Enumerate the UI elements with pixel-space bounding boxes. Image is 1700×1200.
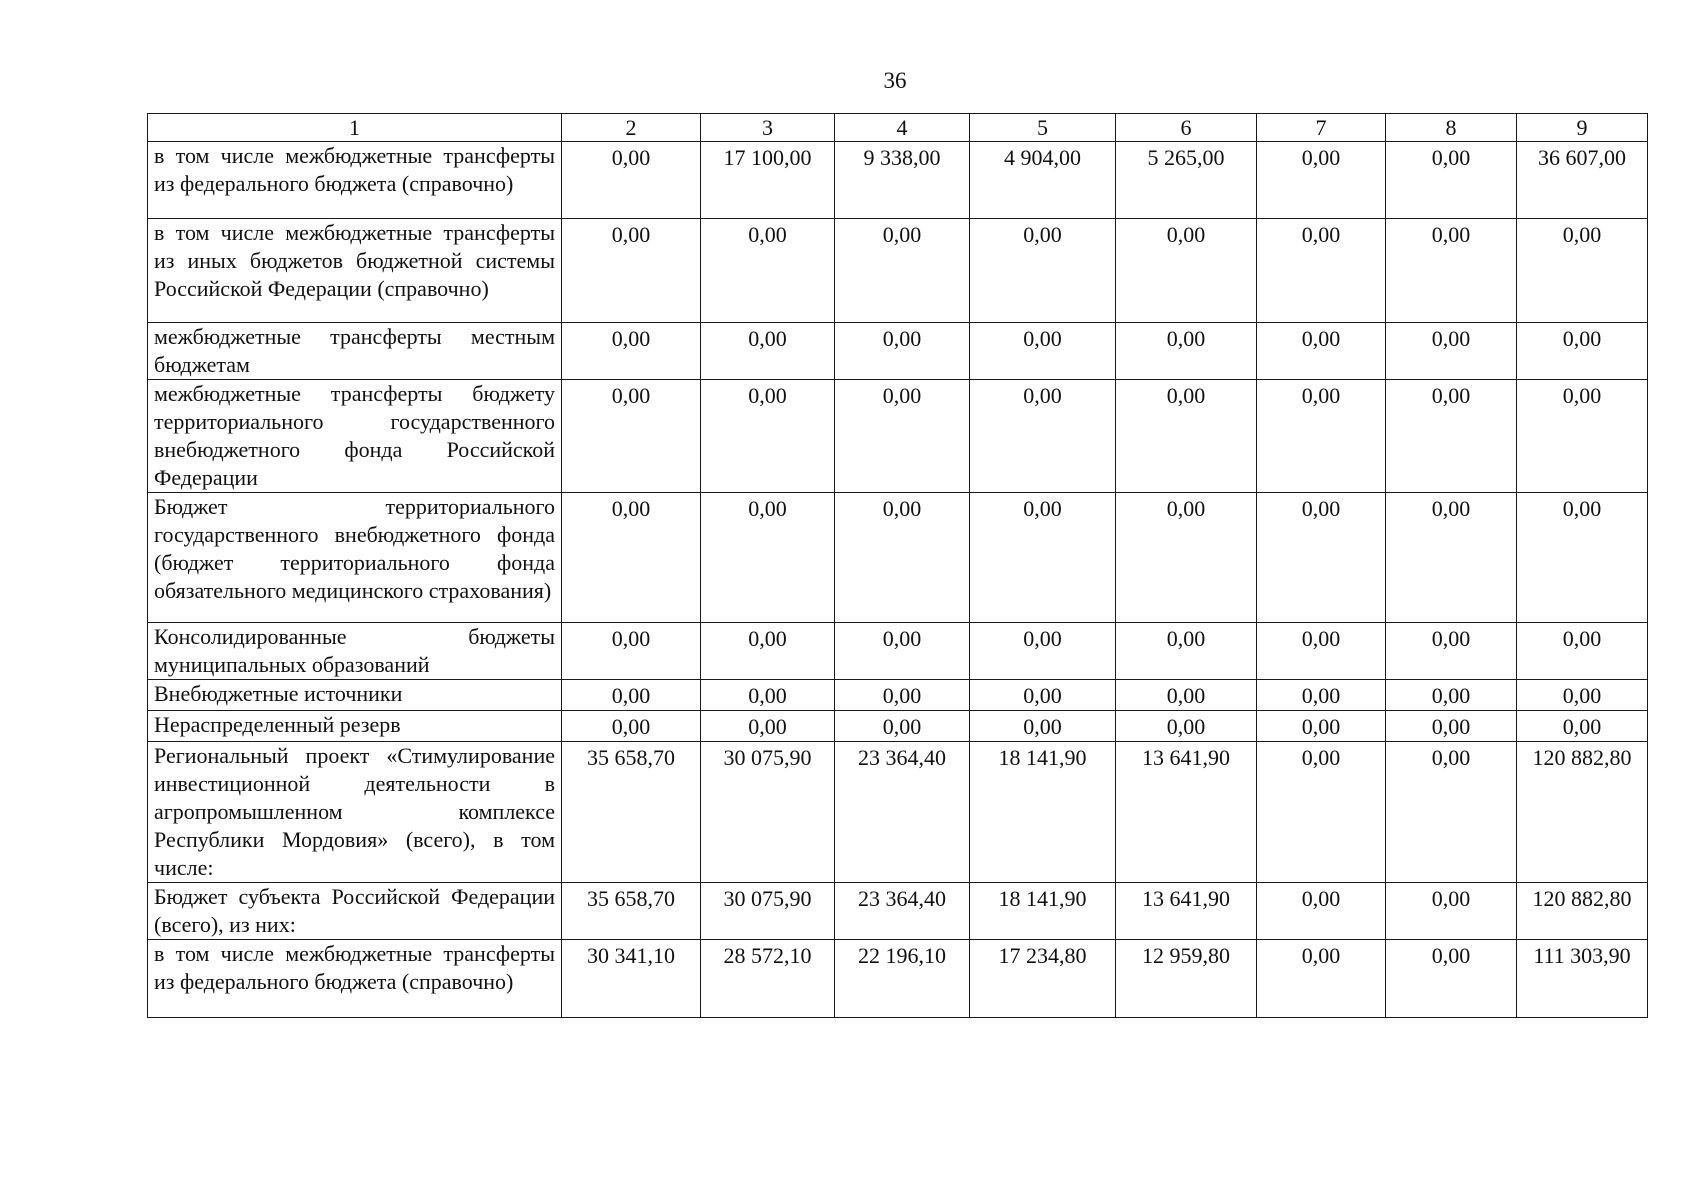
cell-col-3: 28 572,10 (701, 940, 835, 1018)
table-row (148, 680, 1648, 711)
cell-col-8: 0,00 (1386, 711, 1517, 742)
column-header-6: 6 (1116, 114, 1257, 142)
cell-col-2: 0,00 (562, 680, 701, 711)
cell-col-9: 36 607,00 (1517, 142, 1648, 219)
cell-col-9: 120 882,80 (1517, 742, 1648, 883)
column-header-7: 7 (1257, 114, 1386, 142)
cell-col-5: 4 904,00 (970, 142, 1116, 219)
cell-col-4: 0,00 (835, 623, 970, 680)
table-row (148, 323, 1648, 380)
page-number: 36 (883, 68, 907, 93)
cell-col-3: 0,00 (701, 380, 835, 493)
column-header-5: 5 (970, 114, 1116, 142)
cell-col-6: 0,00 (1116, 493, 1257, 623)
table-row (148, 142, 1648, 219)
cell-col-2: 0,00 (562, 323, 701, 380)
cell-col-7: 0,00 (1257, 380, 1386, 493)
row-label: межбюджетные трансферты бюджету территориального государственного внебюджетного фонда Российской Федерации (148, 380, 562, 493)
cell-col-9: 0,00 (1517, 323, 1648, 380)
cell-col-7: 0,00 (1257, 742, 1386, 883)
cell-col-7: 0,00 (1257, 623, 1386, 680)
cell-col-7: 0,00 (1257, 142, 1386, 219)
row-label: Региональный проект «Стимулирование инвестиционной деятельности в агропромышленном комплексе Республики Мордовия» (всего), в том числе: (148, 742, 562, 883)
cell-col-4: 23 364,40 (835, 742, 970, 883)
row-label: в том числе межбюджетные трансферты из федерального бюджета (справочно) (148, 940, 562, 1018)
cell-col-4: 22 196,10 (835, 940, 970, 1018)
cell-col-8: 0,00 (1386, 883, 1517, 940)
cell-col-5: 18 141,90 (970, 742, 1116, 883)
cell-col-5: 18 141,90 (970, 883, 1116, 940)
column-header-1: 1 (148, 114, 562, 142)
cell-col-4: 0,00 (835, 380, 970, 493)
cell-col-6: 0,00 (1116, 219, 1257, 323)
row-label: Внебюджетные источники (148, 680, 562, 711)
cell-col-6: 0,00 (1116, 623, 1257, 680)
row-label: в том числе межбюджетные трансферты из иных бюджетов бюджетной системы Российской Федерации (справочно) (148, 219, 562, 323)
cell-col-8: 0,00 (1386, 380, 1517, 493)
cell-col-8: 0,00 (1386, 219, 1517, 323)
table-row (148, 883, 1648, 940)
cell-col-7: 0,00 (1257, 323, 1386, 380)
row-label: Бюджет субъекта Российской Федерации (всего), из них: (148, 883, 562, 940)
cell-col-7: 0,00 (1257, 883, 1386, 940)
row-label: межбюджетные трансферты местным бюджетам (148, 323, 562, 380)
cell-col-3: 0,00 (701, 711, 835, 742)
cell-col-5: 0,00 (970, 380, 1116, 493)
cell-col-2: 0,00 (562, 623, 701, 680)
cell-col-2: 30 341,10 (562, 940, 701, 1018)
row-label: Нераспределенный резерв (148, 711, 562, 742)
cell-col-6: 0,00 (1116, 680, 1257, 711)
cell-col-5: 0,00 (970, 219, 1116, 323)
cell-col-8: 0,00 (1386, 623, 1517, 680)
cell-col-8: 0,00 (1386, 142, 1517, 219)
cell-col-4: 0,00 (835, 323, 970, 380)
cell-col-9: 111 303,90 (1517, 940, 1648, 1018)
column-header-3: 3 (701, 114, 835, 142)
cell-col-9: 0,00 (1517, 711, 1648, 742)
table-row (148, 493, 1648, 623)
cell-col-2: 0,00 (562, 711, 701, 742)
cell-col-4: 9 338,00 (835, 142, 970, 219)
header-row (148, 114, 1648, 142)
cell-col-9: 120 882,80 (1517, 883, 1648, 940)
column-header-2: 2 (562, 114, 701, 142)
table-body (148, 114, 1648, 1018)
cell-col-2: 35 658,70 (562, 883, 701, 940)
column-header-9: 9 (1517, 114, 1648, 142)
cell-col-5: 0,00 (970, 711, 1116, 742)
cell-col-5: 0,00 (970, 323, 1116, 380)
cell-col-5: 0,00 (970, 493, 1116, 623)
table-row (148, 742, 1648, 883)
cell-col-3: 30 075,90 (701, 742, 835, 883)
cell-col-4: 0,00 (835, 711, 970, 742)
cell-col-9: 0,00 (1517, 623, 1648, 680)
budget-table (147, 113, 1648, 1018)
cell-col-3: 0,00 (701, 623, 835, 680)
cell-col-3: 0,00 (701, 493, 835, 623)
table-row (148, 219, 1648, 323)
cell-col-2: 0,00 (562, 380, 701, 493)
cell-col-9: 0,00 (1517, 680, 1648, 711)
cell-col-6: 13 641,90 (1116, 742, 1257, 883)
table-row (148, 380, 1648, 493)
column-header-8: 8 (1386, 114, 1517, 142)
table-row (148, 623, 1648, 680)
cell-col-6: 0,00 (1116, 323, 1257, 380)
cell-col-7: 0,00 (1257, 711, 1386, 742)
cell-col-6: 5 265,00 (1116, 142, 1257, 219)
cell-col-7: 0,00 (1257, 680, 1386, 711)
cell-col-3: 30 075,90 (701, 883, 835, 940)
cell-col-4: 0,00 (835, 680, 970, 711)
table-row (148, 711, 1648, 742)
cell-col-8: 0,00 (1386, 493, 1517, 623)
cell-col-7: 0,00 (1257, 219, 1386, 323)
cell-col-4: 23 364,40 (835, 883, 970, 940)
cell-col-5: 17 234,80 (970, 940, 1116, 1018)
cell-col-4: 0,00 (835, 219, 970, 323)
cell-col-6: 0,00 (1116, 380, 1257, 493)
cell-col-2: 35 658,70 (562, 742, 701, 883)
cell-col-6: 0,00 (1116, 711, 1257, 742)
cell-col-2: 0,00 (562, 493, 701, 623)
cell-col-3: 17 100,00 (701, 142, 835, 219)
cell-col-6: 12 959,80 (1116, 940, 1257, 1018)
cell-col-2: 0,00 (562, 219, 701, 323)
column-header-4: 4 (835, 114, 970, 142)
cell-col-9: 0,00 (1517, 493, 1648, 623)
row-label: Консолидированные бюджеты муниципальных образований (148, 623, 562, 680)
cell-col-8: 0,00 (1386, 680, 1517, 711)
cell-col-3: 0,00 (701, 680, 835, 711)
cell-col-9: 0,00 (1517, 219, 1648, 323)
row-label: в том числе межбюджетные трансферты из федерального бюджета (справочно) (148, 142, 562, 219)
row-label: Бюджет территориального государственного внебюджетного фонда (бюджет территориального фонда обязательного медицинского страхования) (148, 493, 562, 623)
cell-col-9: 0,00 (1517, 380, 1648, 493)
cell-col-7: 0,00 (1257, 493, 1386, 623)
cell-col-6: 13 641,90 (1116, 883, 1257, 940)
cell-col-3: 0,00 (701, 323, 835, 380)
cell-col-5: 0,00 (970, 680, 1116, 711)
cell-col-3: 0,00 (701, 219, 835, 323)
cell-col-7: 0,00 (1257, 940, 1386, 1018)
cell-col-8: 0,00 (1386, 940, 1517, 1018)
cell-col-8: 0,00 (1386, 323, 1517, 380)
cell-col-5: 0,00 (970, 623, 1116, 680)
cell-col-4: 0,00 (835, 493, 970, 623)
cell-col-2: 0,00 (562, 142, 701, 219)
cell-col-8: 0,00 (1386, 742, 1517, 883)
table-row (148, 940, 1648, 1018)
